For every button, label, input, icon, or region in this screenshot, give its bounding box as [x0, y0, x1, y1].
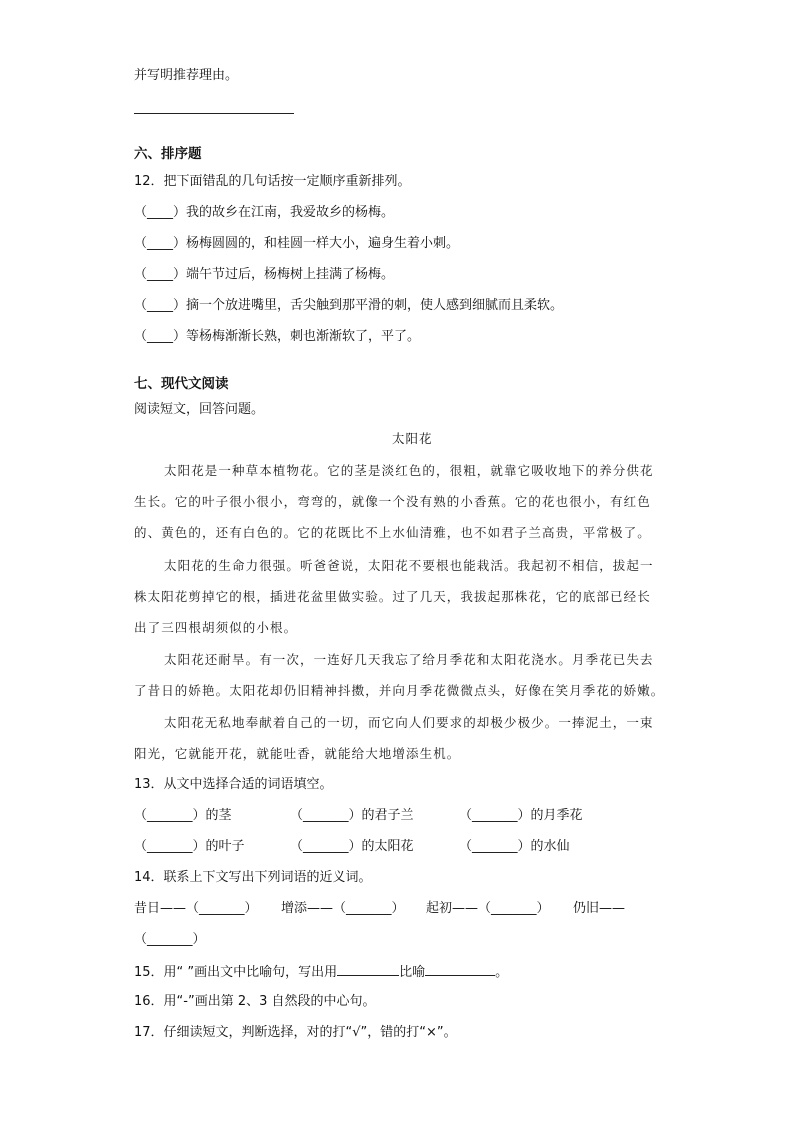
- sort-item-2: （____）杨梅圆圆的，和桂圆一样大小，遍身生着小刺。: [134, 236, 460, 251]
- sort-item-3: （____）端午节过后，杨梅树上挂满了杨梅。: [134, 267, 395, 282]
- sort-item-5: （____）等杨梅渐渐长熟，刺也渐渐软了，平了。: [134, 329, 421, 344]
- passage-line: 阳光，它就能开花，就能吐香，就能给大地增添生机。: [134, 746, 461, 761]
- sort-item-1: （____）我的故乡在江南，我爱故乡的杨梅。: [134, 205, 395, 220]
- section7-heading: 七、现代文阅读: [134, 376, 229, 392]
- fill-blank-item[interactable]: （_______）的水仙: [459, 839, 570, 854]
- passage-title: 太阳花: [392, 431, 433, 446]
- synonym-blank[interactable]: 增添——（_______）: [281, 901, 405, 916]
- fill-blank-item[interactable]: （_______）的太阳花: [290, 839, 414, 854]
- q15-text-a: 15．用“ ”画出文中比喻句，写出用: [134, 965, 338, 980]
- synonym-blank-wrap[interactable]: （_______）: [134, 932, 206, 947]
- fill-blank-item[interactable]: （_______）的月季花: [459, 808, 583, 823]
- question-16: 16．用“-”画出第 2、3 自然段的中心句。: [134, 994, 376, 1009]
- passage-line: 太阳花的生命力很强。听爸爸说，太阳花不要根也能栽活。我起初不相信，拔起一: [164, 558, 654, 573]
- answer-underline[interactable]: [134, 113, 294, 114]
- section6-heading: 六、排序题: [134, 146, 202, 162]
- passage-line: 出了三四根胡须似的小根。: [134, 620, 298, 635]
- synonym-blank[interactable]: 起初——（_______）: [426, 901, 550, 916]
- q15-text-c: 。: [495, 965, 509, 980]
- passage-line: 株太阳花剪掉它的根，插进花盆里做实验。过了几天，我拔起那株花，它的底部已经长: [134, 589, 651, 604]
- question-15: [134, 961, 508, 983]
- synonym-blank[interactable]: 仍旧——: [573, 901, 626, 916]
- passage-line: 太阳花无私地奉献着自己的一切，而它向人们要求的却极少极少。一捧泥土，一束: [164, 715, 654, 730]
- sort-item-4: （____）摘一个放进嘴里，舌尖触到那平滑的刺，使人感到细腻而且柔软。: [134, 298, 564, 313]
- question-14: 14．联系上下文写出下列词语的近义词。: [134, 870, 372, 885]
- question-12: 12．把下面错乱的几句话按一定顺序重新排列。: [134, 174, 411, 189]
- passage-line: 太阳花是一种草本植物花。它的茎是淡红色的，很粗，就靠它吸收地下的养分供花: [164, 463, 654, 478]
- intro-tail-text: 并写明推荐理由。: [134, 68, 239, 83]
- question-17: 17．仔细读短文，判断选择，对的打“√”，错的打“×”。: [134, 1025, 457, 1040]
- synonym-blank[interactable]: 昔日——（_______）: [134, 901, 258, 916]
- q15-blank-1[interactable]: [337, 961, 399, 976]
- question-13: 13．从文中选择合适的词语填空。: [134, 777, 333, 792]
- reading-instruction: 阅读短文，回答问题。: [134, 402, 265, 417]
- fill-blank-item[interactable]: （_______）的君子兰: [290, 808, 414, 823]
- q15-text-b: 比喻: [399, 965, 426, 980]
- q15-blank-2[interactable]: [425, 961, 495, 976]
- passage-line: 生长。它的叶子很小很小，弯弯的，就像一个没有熟的小香蕉。它的花也很小，有红色: [134, 494, 651, 509]
- passage-line: 的、黄色的，还有白色的。它的花既比不上水仙清雅，也不如君子兰高贵，平常极了。: [134, 525, 651, 540]
- passage-line: 太阳花还耐旱。有一次，一连好几天我忘了给月季花和太阳花浇水。月季花已失去: [164, 652, 654, 667]
- fill-blank-item[interactable]: （_______）的茎: [134, 808, 232, 823]
- fill-blank-item[interactable]: （_______）的叶子: [134, 839, 245, 854]
- passage-line: 了昔日的娇艳。太阳花却仍旧精神抖擞，并向月季花微微点头，好像在笑月季花的娇嫩。: [134, 683, 665, 698]
